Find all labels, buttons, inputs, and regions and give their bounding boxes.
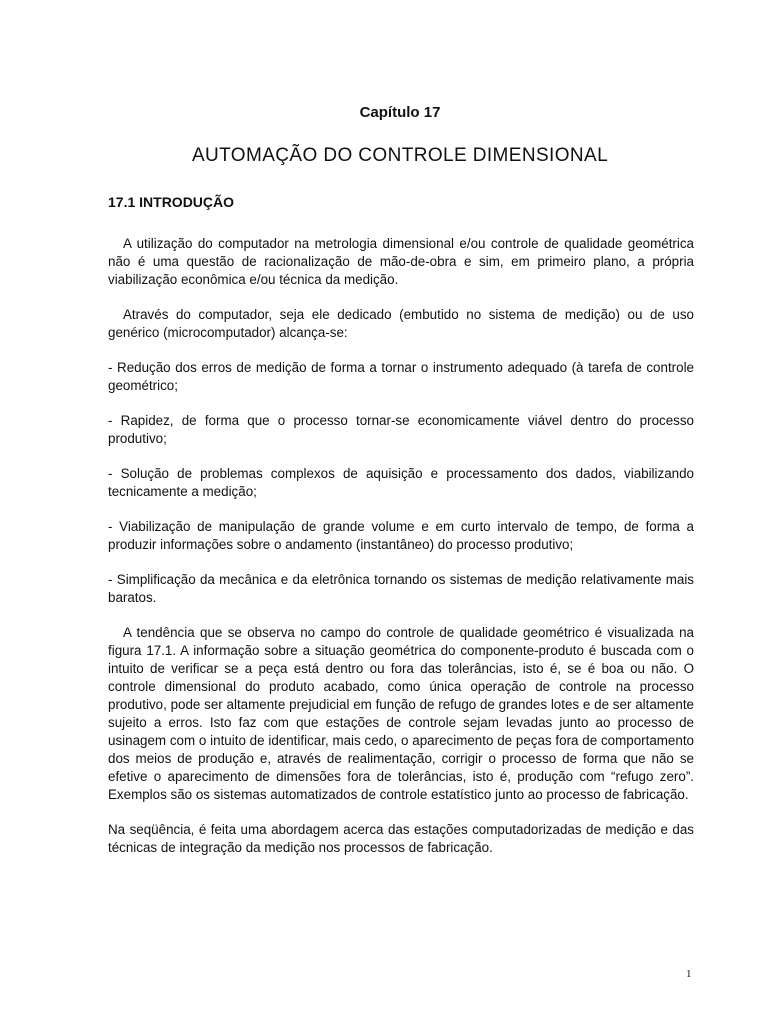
- paragraph-computer: Através do computador, seja ele dedicado (embutido no sistema de medição) ou de uso genérico (microcomputador) alcança-se:: [108, 307, 694, 340]
- list-item-speed: - Rapidez, de forma que o processo tornar-se economicamente viável dentro do processo produtivo;: [108, 413, 694, 446]
- list-item-complex-problems: - Solução de problemas complexos de aquisição e processamento dos dados, viabilizando tecnicamente a medição;: [108, 466, 694, 499]
- paragraph-intro: A utilização do computador na metrologia dimensional e/ou controle de qualidade geométrica não é uma questão de racionalização de mão-de-obra e sim, em primeiro plano, a própria viabilização econômica e/ou técnica da medição.: [108, 236, 694, 287]
- paragraph-sequence: Na seqüência, é feita uma abordagem acerca das estações computadorizadas de medição e das técnicas de integração da medição nos processos de fabricação.: [108, 822, 694, 855]
- list-item-large-volume: - Viabilização de manipulação de grande volume e em curto intervalo de tempo, de forma a produzir informações sobre o andamento (instantâneo) do processo produtivo;: [108, 519, 694, 552]
- page-number: 1: [686, 968, 692, 980]
- section-heading: 17.1 INTRODUÇÃO: [108, 194, 235, 210]
- chapter-label: Capítulo 17: [359, 104, 441, 121]
- body-text: [108, 235, 694, 874]
- chapter-title: AUTOMAÇÃO DO CONTROLE DIMENSIONAL: [191, 145, 609, 166]
- paragraph-trend: A tendência que se observa no campo do controle de qualidade geométrico é visualizada na figura 17.1. A informação sobre a situação geométrica do componente-produto é buscada com o intuito de verificar se a peça está dentro ou fora das tolerâncias, isto é, se é boa ou não. O controle dimensional do produto acabado, como única operação de controle na processo produtivo, pode ser altamente prejudicial em função de refugo de grandes lotes e de ser altamente sujeito a erros. Isto faz com que estações de controle sejam levadas junto ao processo de usinagem com o intuito de identificar, mais cedo, o aparecimento de peças fora de comportamento dos meios de produção e, através de realimentação, corrigir o processo de forma que não se efetive o aparecimento de dimensões fora de tolerâncias, isto é, produção com “refugo zero”. Exemplos são os sistemas automatizados de controle estatístico junto ao processo de fabricação.: [108, 625, 694, 802]
- list-item-error-reduction: - Redução dos erros de medição de forma a tornar o instrumento adequado (à tarefa de controle geométrico;: [108, 360, 694, 393]
- list-item-simplification: - Simplificação da mecânica e da eletrônica tornando os sistemas de medição relativamente mais baratos.: [108, 572, 694, 605]
